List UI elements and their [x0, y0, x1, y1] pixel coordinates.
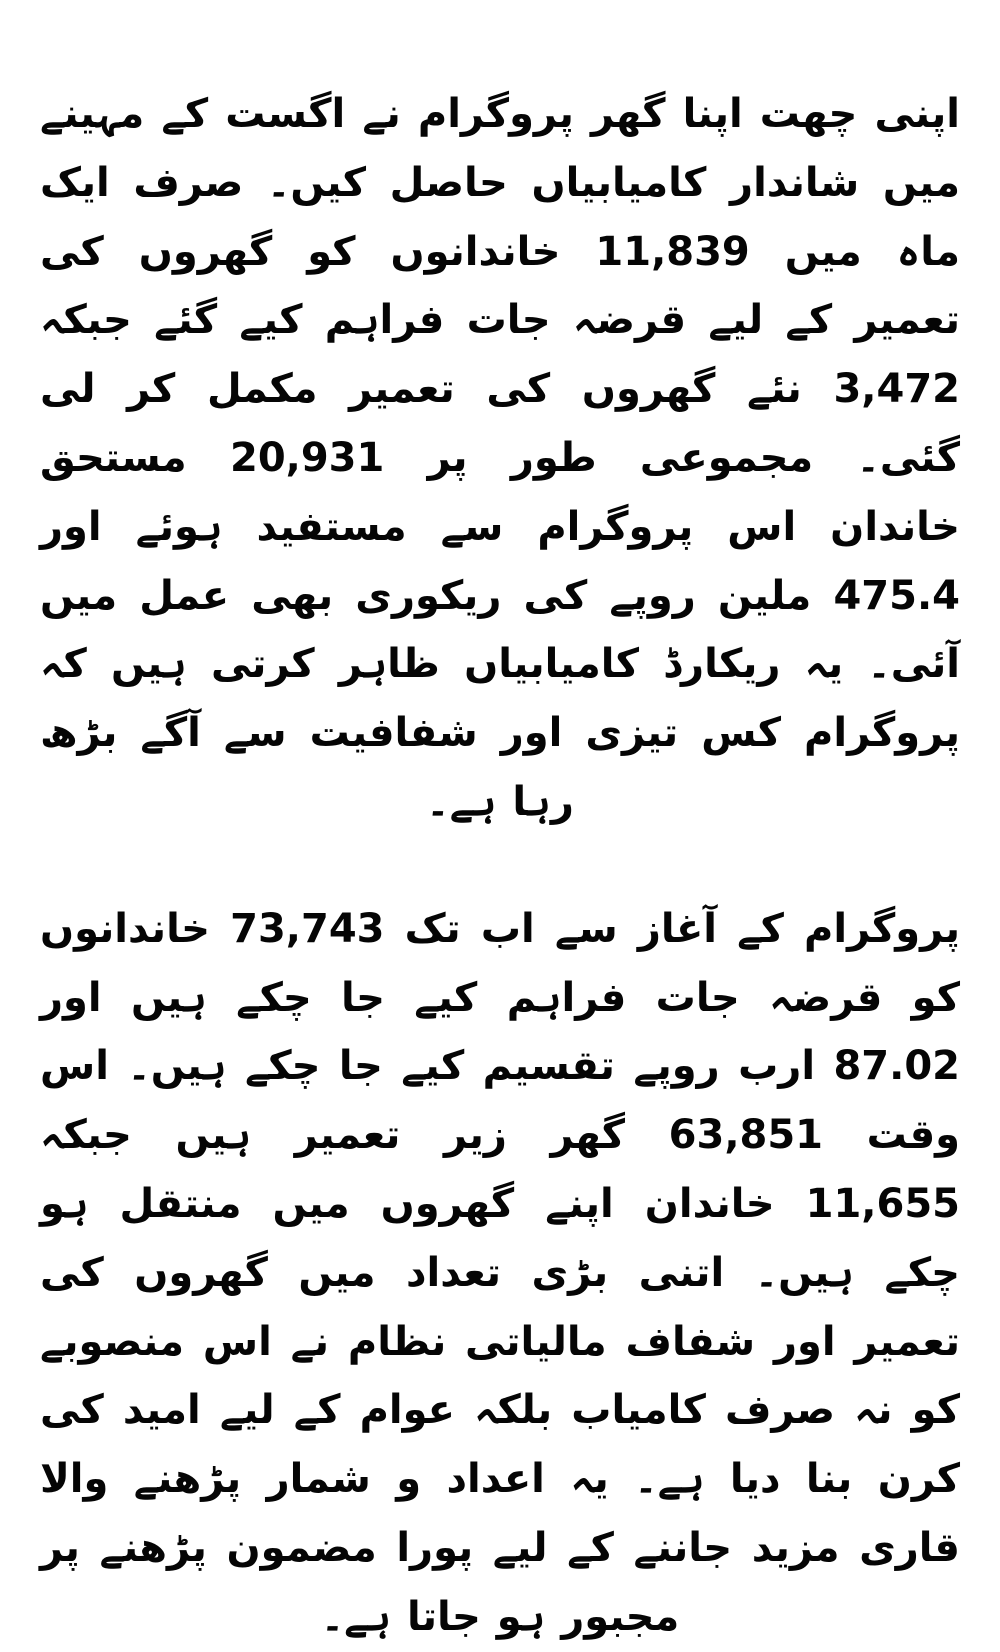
paragraph-1: اپنی چھت اپنا گھر پروگرام نے اگست کے مہینے میں شاندار کامیابیاں حاصل کیں۔ صرف ایک ماہ میں 11,839 خاندانوں کو گھروں کی تعمیر کے لیے قرضہ جات فراہم کیے گئے جبکہ 3,472 نئے گھروں کی تعمیر مکمل کر لی گئی۔ مجموعی طور پر 20,931 مستحق خاندان اس پروگرام سے مستفید ہوئے اور 475.4 ملین روپے کی ریکوری بھی عمل میں آئی۔ یہ ریکارڈ کامیابیاں ظاہر کرتی ہیں کہ پروگرام کس تیزی اور شفافیت سے آگے بڑھ رہا ہے۔ [40, 91, 961, 825]
article-body [40, 80, 960, 1652]
paragraph-2: پروگرام کے آغاز سے اب تک 73,743 خاندانوں کو قرضہ جات فراہم کیے جا چکے ہیں اور 87.02 ارب روپے تقسیم کیے جا چکے ہیں۔ اس وقت 63,851 گھر زیر تعمیر ہیں جبکہ 11,655 خاندان اپنے گھروں میں منتقل ہو چکے ہیں۔ اتنی بڑی تعداد میں گھروں کی تعمیر اور شفاف مالیاتی نظام نے اس منصوبے کو نہ صرف کامیاب بلکہ عوام کے لیے امید کی کرن بنا دیا ہے۔ یہ اعداد و شمار پڑھنے والا قاری مزید جاننے کے لیے پورا مضمون پڑھنے پر مجبور ہو جاتا ہے۔ [40, 905, 960, 1640]
